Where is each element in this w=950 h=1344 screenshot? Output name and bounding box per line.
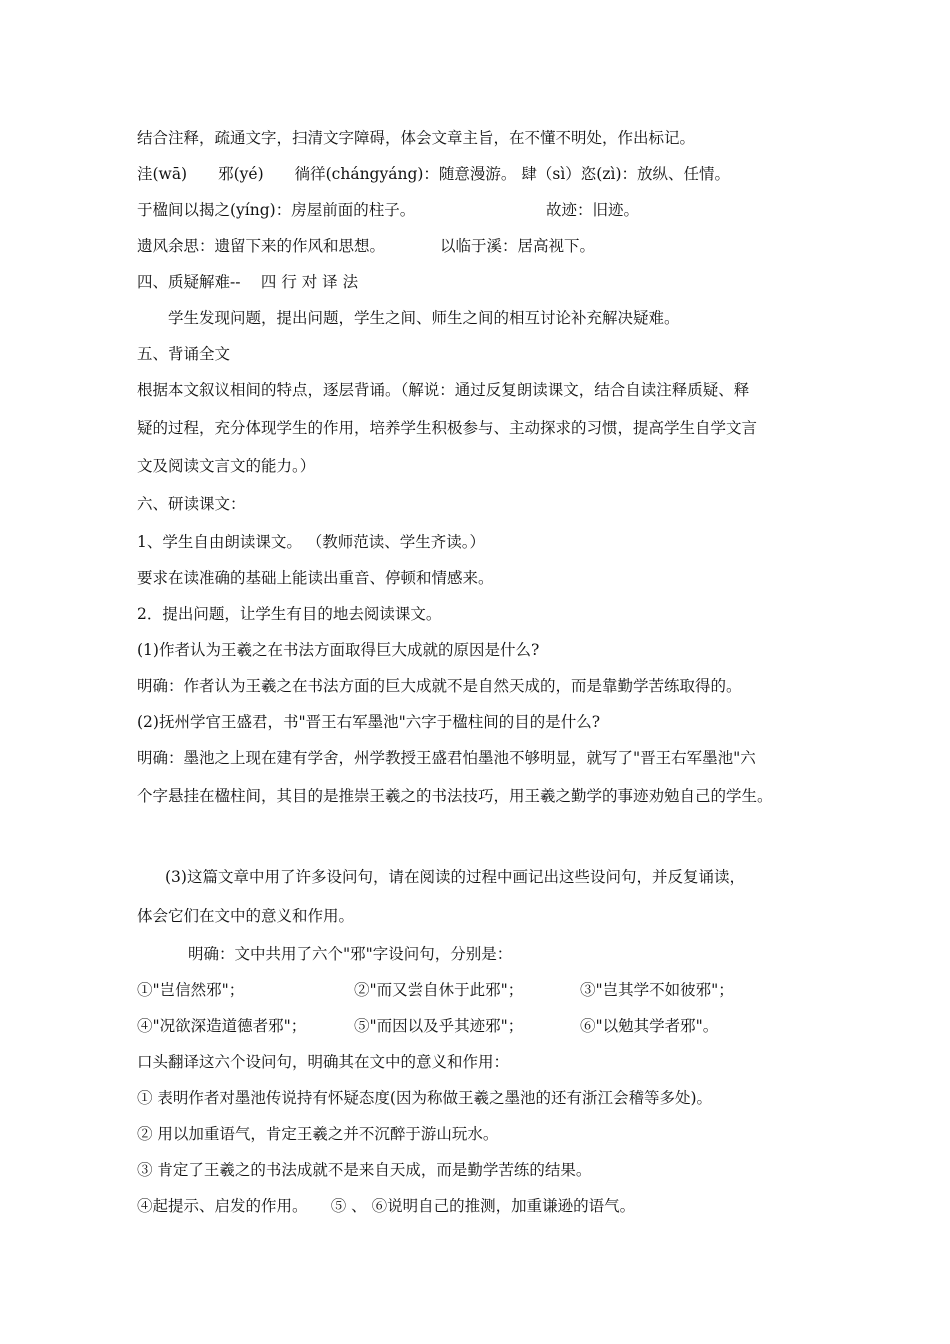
question-line: (2)抚州学官王盛君，书"晋王右军墨池"六字于楹柱间的目的是什么? [137, 713, 601, 731]
list-item: ④起提示、启发的作用。 ⑤ 、 ⑥说明自己的推测，加重谦逊的语气。 [137, 1197, 636, 1215]
section-heading: 四、质疑解难-- 四 行 对 译 法 [137, 273, 359, 291]
section-heading: 五、背诵全文 [137, 345, 231, 363]
list-item: ③ 肯定了王羲之的书法成就不是来自天成，而是勤学苦练的结果。 [137, 1161, 592, 1179]
quote-item: ①"岂信然邪"； [137, 981, 245, 999]
paragraph-line: 文及阅读文言文的能力。） [137, 457, 316, 475]
answer-line: 明确：作者认为王羲之在书法方面的巨大成就不是自然天成的，而是靠勤学苦练取得的。 [137, 677, 742, 695]
quote-item: ③"岂其学不如彼邪"； [580, 981, 734, 999]
paragraph-line: 以临于溪：居高视下。 [440, 237, 596, 255]
paragraph-line: 洼(wā) 邪(yé) 徜徉(chángyáng)：随意漫游。 肆（sì）恣(zì)：放纵、任情。 [137, 165, 730, 183]
paragraph-line: 于楹间以揭之(yíng)：房屋前面的柱子。 [137, 201, 416, 219]
answer-line: 明确：文中共用了六个"邪"字设问句，分别是： [188, 945, 513, 963]
list-item: ② 用以加重语气，肯定王羲之并不沉醉于游山玩水。 [137, 1125, 499, 1143]
paragraph-line: 口头翻译这六个设问句，明确其在文中的意义和作用： [137, 1053, 510, 1071]
paragraph-line: 2．提出问题，让学生有目的地去阅读课文。 [137, 605, 442, 623]
paragraph-line: 要求在读准确的基础上能读出重音、停顿和情感来。 [137, 569, 494, 587]
quote-item: ④"况欲深造道德者邪"； [137, 1017, 307, 1035]
paragraph-line: 故迹：旧迹。 [546, 201, 640, 219]
list-item: ① 表明作者对墨池传说持有怀疑态度(因为称做王羲之墨池的还有浙江会稽等多处)。 [137, 1089, 713, 1107]
quote-item: ⑥"以勉其学者邪"。 [580, 1017, 719, 1035]
quote-item: ⑤"而因以及乎其迹邪"； [354, 1017, 524, 1035]
paragraph-line: 根据本文叙议相间的特点，逐层背诵。（解说：通过反复朗读课文，结合自读注释质疑、释 [137, 381, 750, 399]
section-heading: 六、研读课文： [137, 495, 246, 513]
answer-line: 明确：墨池之上现在建有学舍，州学教授王盛君怕墨池不够明显，就写了"晋王右军墨池"六 [137, 749, 756, 767]
question-line: (3)这篇文章中用了许多设问句，请在阅读的过程中画记出这些设问句，并反复诵读， [165, 868, 745, 886]
paragraph-line: 结合注释，疏通文字，扫清文字障碍，体会文章主旨，在不懂不明处，作出标记。 [137, 129, 696, 147]
answer-line: 个字悬挂在楹柱间，其目的是推崇王羲之的书法技巧，用王羲之勤学的事迹劝勉自己的学生。 [137, 787, 773, 805]
paragraph-line: 1、学生自由朗读课文。 （教师范读、学生齐读。） [137, 533, 486, 551]
question-line: (1)作者认为王羲之在书法方面取得巨大成就的原因是什么? [137, 641, 540, 659]
paragraph-line: 学生发现问题，提出问题，学生之间、师生之间的相互讨论补充解决疑难。 [168, 309, 680, 327]
quote-item: ②"而又尝自休于此邪"； [354, 981, 524, 999]
paragraph-line: 遗风余思：遗留下来的作风和思想。 [137, 237, 386, 255]
paragraph-line: 疑的过程，充分体现学生的作用，培养学生积极参与、主动探求的习惯，提高学生自学文言 [137, 419, 758, 437]
question-line: 体会它们在文中的意义和作用。 [137, 907, 355, 925]
